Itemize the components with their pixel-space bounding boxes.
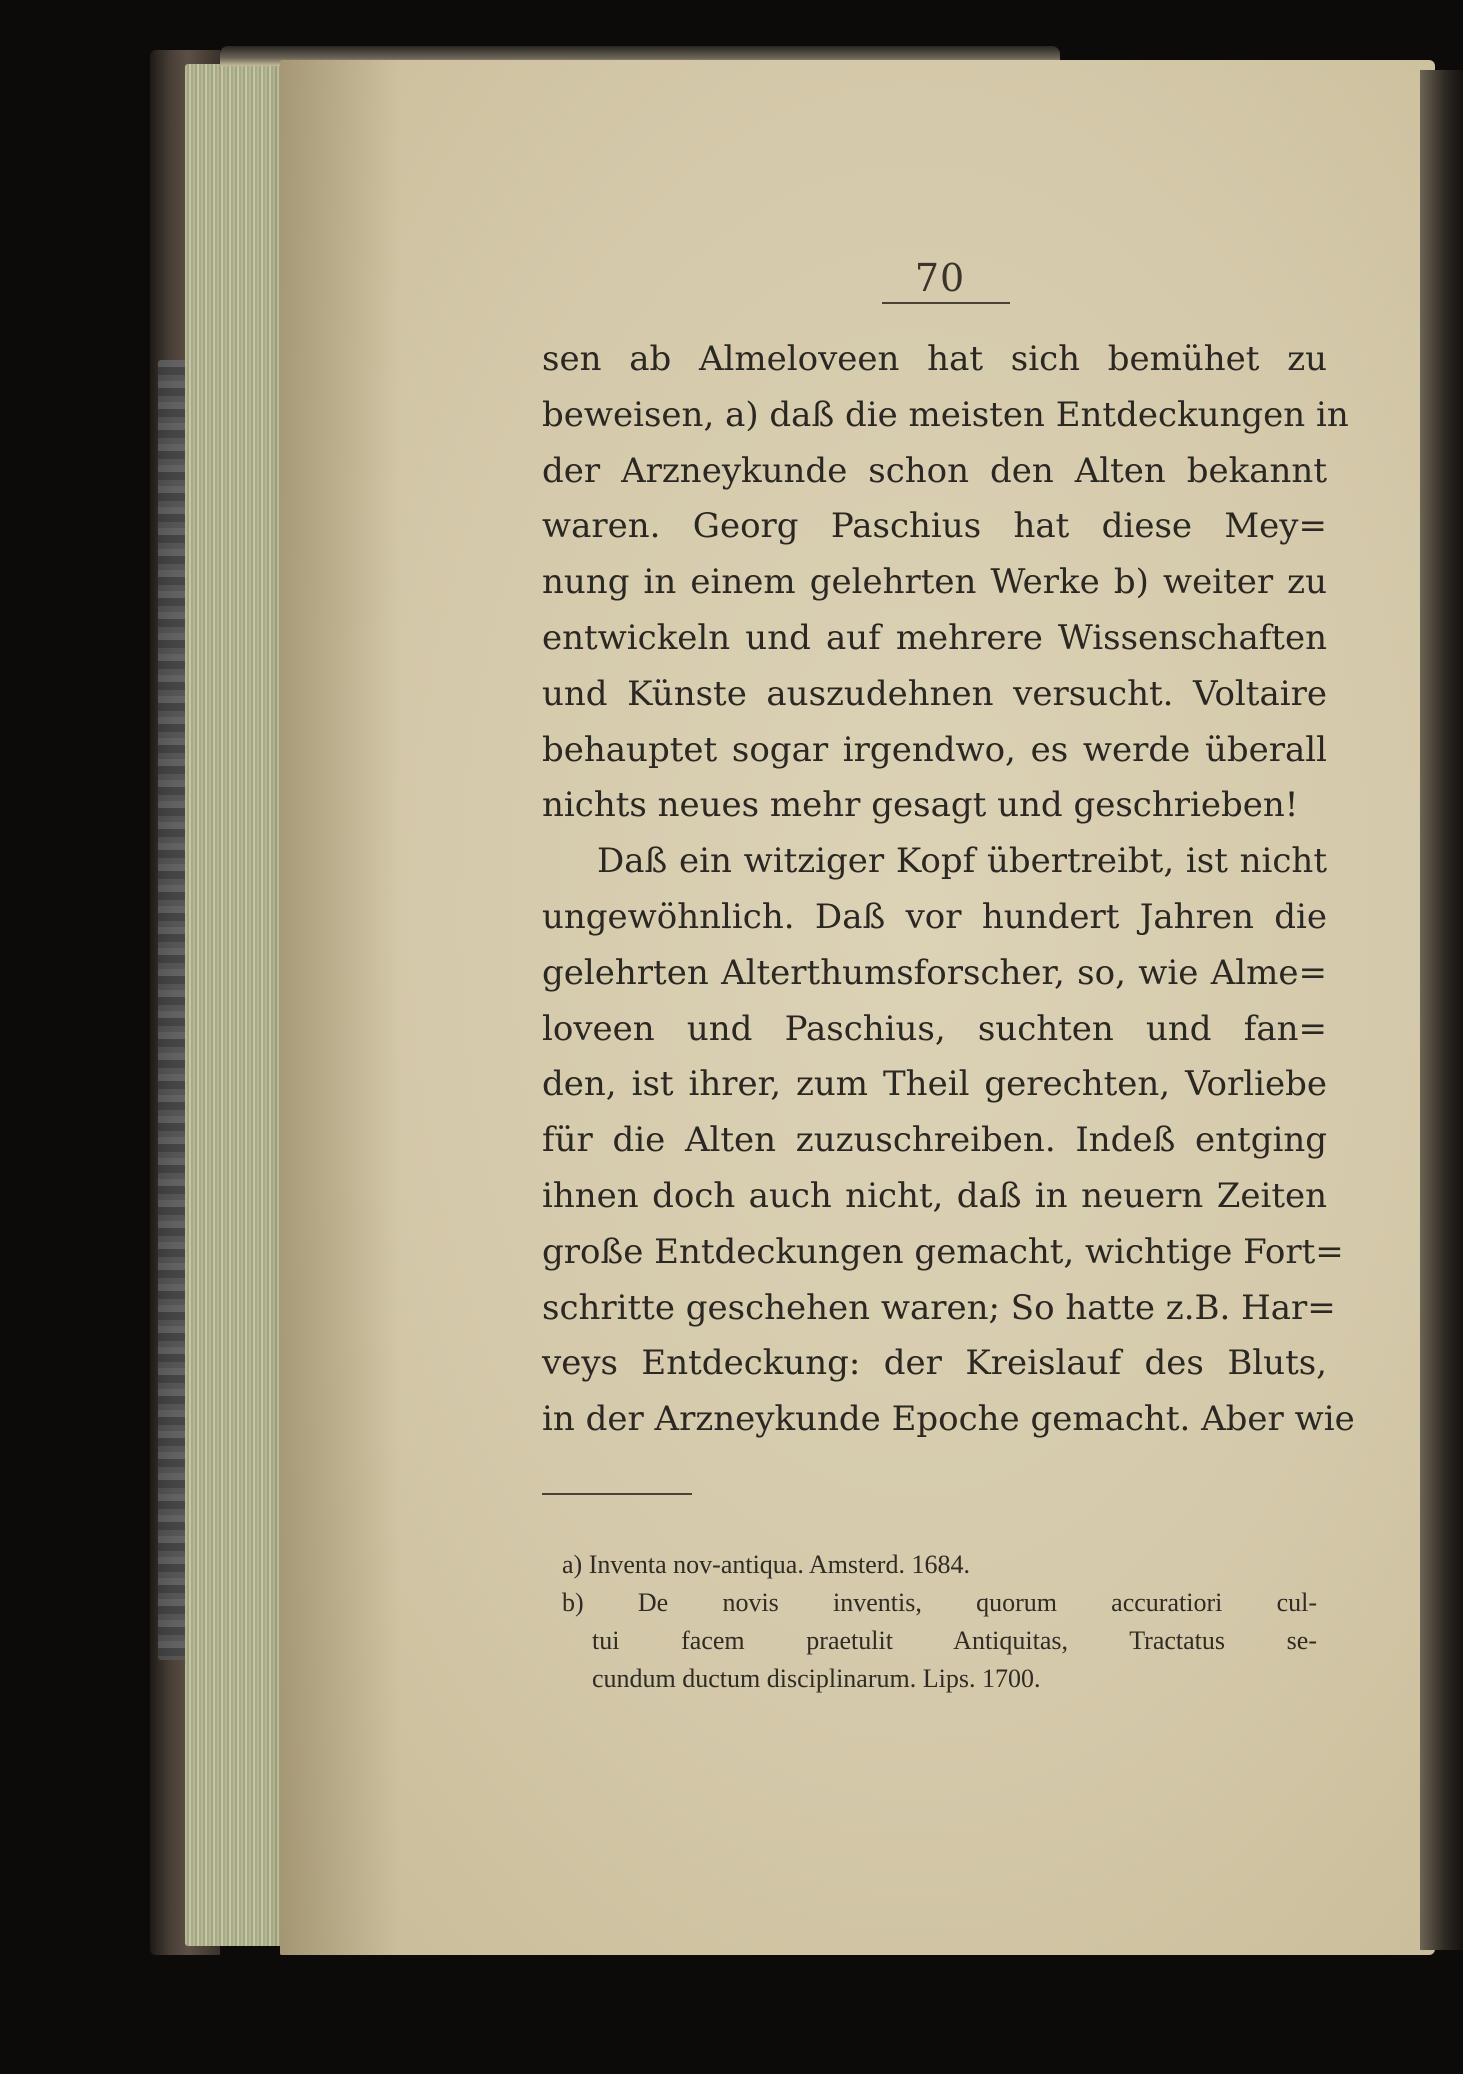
text-line: gelehrten Alterthumsforscher, so, wie Alme= xyxy=(542,952,1327,993)
footnote-rule xyxy=(542,1493,692,1495)
text-line: veys Entdeckung: der Kreislauf des Bluts, xyxy=(542,1343,1327,1384)
facing-page-edge xyxy=(1420,70,1463,1950)
text-line: sen ab Almeloveen hat sich bemühet zu xyxy=(542,339,1327,379)
text-line: große Entdeckungen gemacht, wichtige Fort= xyxy=(542,1231,1344,1272)
text-line: loveen und Paschius, suchten und fan= xyxy=(542,1008,1327,1049)
text-line: der Arzneykunde schon den Alten bekannt xyxy=(542,450,1327,491)
footnotes xyxy=(562,1546,1317,1698)
footnote-a: a) Inventa nov-antiqua. Amsterd. 1684. xyxy=(562,1550,970,1579)
page-gutter-shadow xyxy=(280,60,400,1955)
page-number-rule xyxy=(882,302,1010,304)
text-line: schritte geschehen waren; So hatte z.B. Har= xyxy=(542,1287,1336,1328)
footnote-b-line: b) De novis inventis, quorum accuratiori cul- xyxy=(562,1588,1317,1617)
text-line: Daß ein witziger Kopf übertreibt, ist nicht xyxy=(597,841,1327,882)
text-line: ungewöhnlich. Daß vor hundert Jahren die xyxy=(542,896,1327,937)
text-line: für die Alten zuzuschreiben. Indeß entging xyxy=(542,1120,1327,1161)
text-line: nichts neues mehr gesagt und geschrieben! xyxy=(542,785,1299,826)
body-text xyxy=(542,332,1355,1448)
text-line: beweisen, a) daß die meisten Entdeckungen in xyxy=(542,394,1349,435)
text-line: und Künste auszudehnen versucht. Voltaire xyxy=(542,673,1327,714)
text-line: ihnen doch auch nicht, daß in neuern Zeiten xyxy=(542,1175,1327,1216)
footnote-b-line: cundum ductum disciplinarum. Lips. 1700. xyxy=(592,1664,1041,1693)
text-line: nung in einem gelehrten Werke b) weiter zu xyxy=(542,562,1327,603)
text-line: entwickeln und auf mehrere Wissenschaften xyxy=(542,617,1327,658)
page-number: 70 xyxy=(914,256,966,300)
text-line: behauptet sogar irgendwo, es werde überall xyxy=(542,729,1327,770)
text-line: in der Arzneykunde Epoche gemacht. Aber wie xyxy=(542,1399,1355,1440)
text-line: waren. Georg Paschius hat diese Mey= xyxy=(542,506,1327,547)
text-line: den, ist ihrer, zum Theil gerechten, Vorliebe xyxy=(542,1064,1327,1105)
footnote-b-line: tui facem praetulit Antiquitas, Tractatus se- xyxy=(592,1626,1317,1655)
